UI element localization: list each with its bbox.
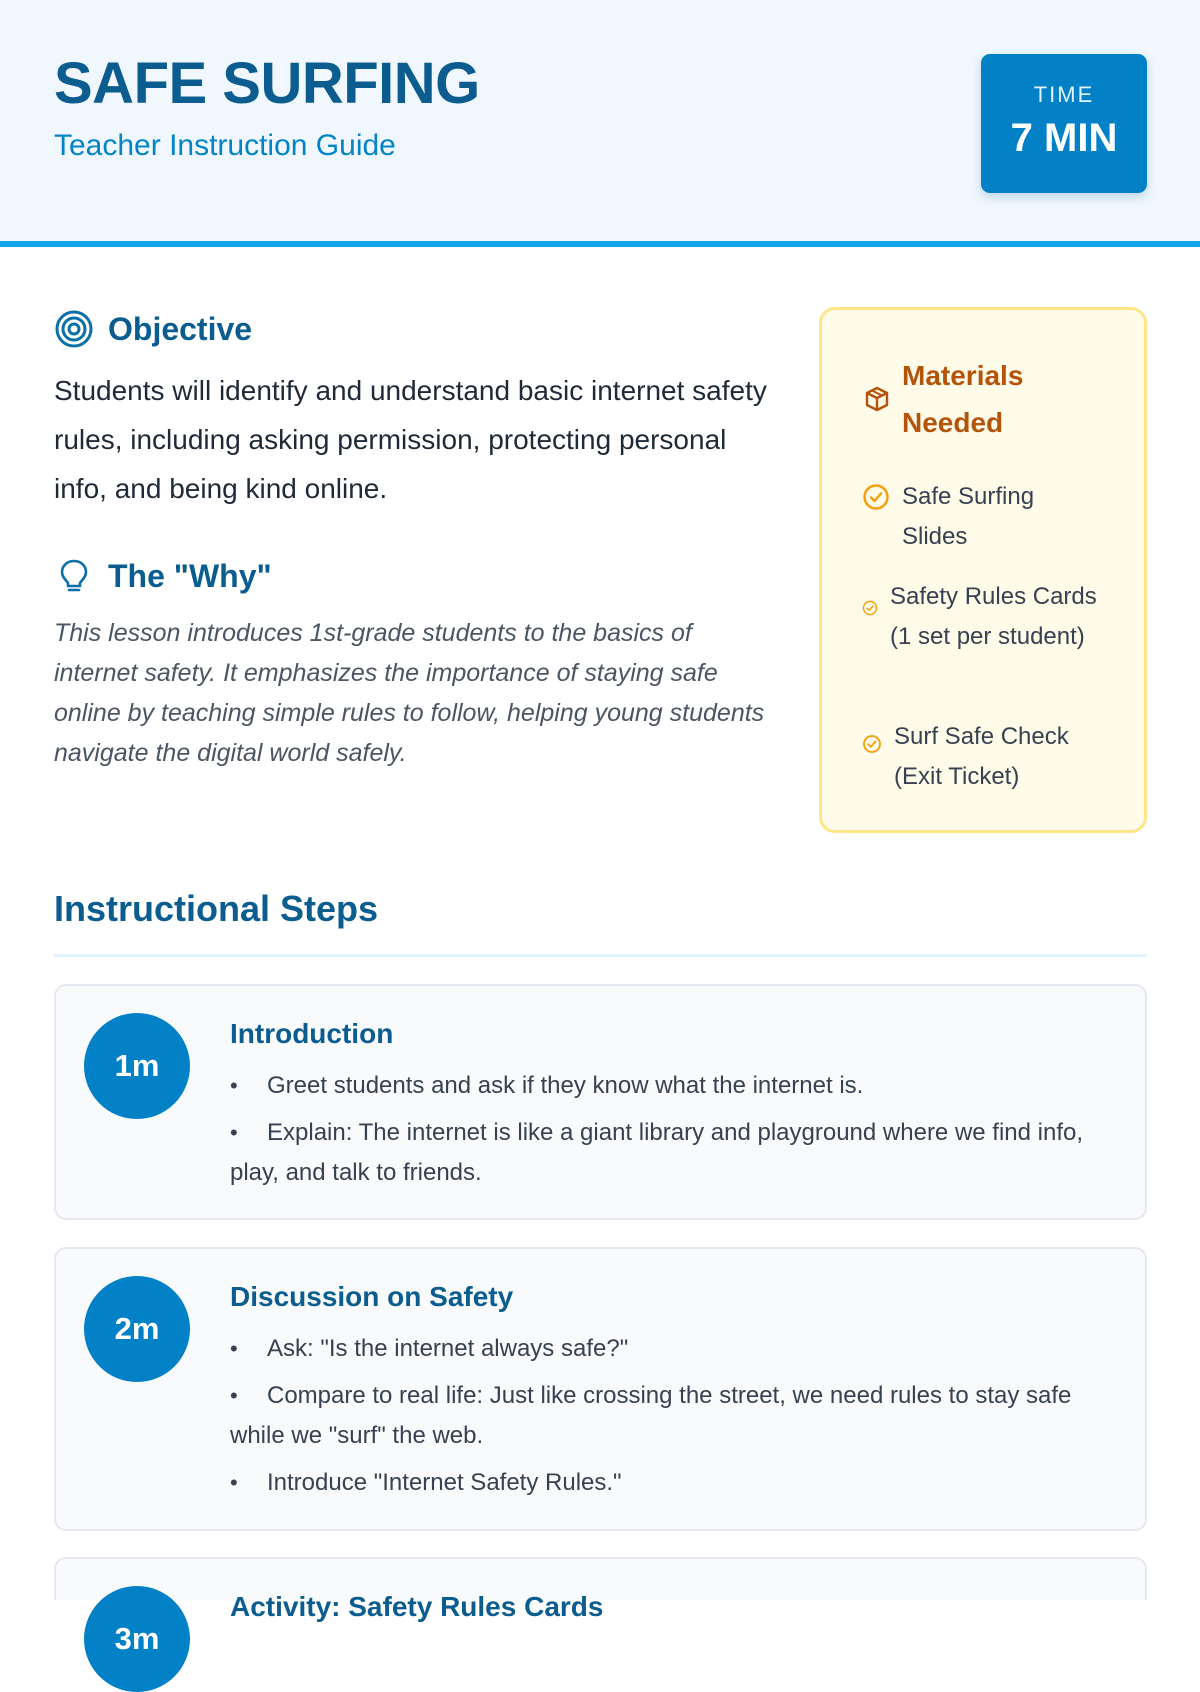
- time-value: 7 MIN: [1010, 116, 1118, 160]
- check-circle-icon: [862, 727, 882, 767]
- materials-item-label: Surf Safe Check (Exit Ticket): [894, 723, 1069, 790]
- why-heading: [54, 556, 272, 596]
- materials-item: [862, 717, 1102, 797]
- materials-item-label: Safety Rules Cards (1 set per student): [890, 583, 1097, 650]
- step-bullet-list: [230, 1329, 1120, 1510]
- materials-heading: [862, 352, 1062, 446]
- why-text: This lesson introduces 1st-grade students to the basics of internet safety. It emphasizes the importance of staying safe online by teaching simple rules to follow, helping young students navigate the digital world safely.: [54, 619, 765, 767]
- step-card: [54, 984, 1147, 1220]
- lightbulb-icon: [54, 556, 94, 596]
- step-bullet: • Explain: The internet is like a giant library and playground where we find info, play, and talk to friends.: [230, 1119, 1084, 1186]
- page-subtitle: Teacher Instruction Guide: [54, 129, 396, 162]
- step-bullet: • Introduce "Internet Safety Rules.": [230, 1469, 622, 1496]
- step-bullet: • Ask: "Is the internet always safe?": [230, 1335, 629, 1362]
- page-title: SAFE SURFING: [54, 51, 480, 116]
- step-card: [54, 1557, 1147, 1656]
- materials-item: [862, 577, 1102, 657]
- step-duration-badge: 2m: [84, 1276, 190, 1382]
- steps-heading: Instructional Steps: [54, 888, 379, 929]
- check-circle-icon: [862, 589, 878, 629]
- step-title: Discussion on Safety: [230, 1281, 514, 1312]
- objective-text: Students will identify and understand basic internet safety rules, including asking permission, protecting personal info, and being kind online.: [54, 375, 767, 504]
- steps-divider: [54, 954, 1147, 957]
- page-header: [0, 0, 1200, 247]
- why-heading-label: The "Why": [108, 557, 272, 594]
- step-bullet: • Greet students and ask if they know what the internet is.: [230, 1072, 864, 1099]
- materials-item: [862, 477, 1092, 557]
- time-badge: [981, 54, 1147, 193]
- step-duration-badge: 1m: [84, 1013, 190, 1119]
- objective-heading: [54, 309, 252, 349]
- materials-item-label: Safe Surfing Slides: [902, 483, 1035, 550]
- objective-heading-label: Objective: [108, 310, 253, 347]
- step-duration-badge: 3m: [84, 1586, 190, 1692]
- step-title: Introduction: [230, 1018, 394, 1049]
- step-card: [54, 1247, 1147, 1531]
- time-label: TIME: [1033, 82, 1095, 107]
- target-icon: [54, 309, 94, 349]
- materials-panel: [819, 307, 1147, 833]
- box-icon: [862, 384, 892, 414]
- step-title: Activity: Safety Rules Cards: [230, 1591, 604, 1622]
- step-bullet: • Compare to real life: Just like crossing the street, we need rules to stay safe while we "surf" the web.: [230, 1382, 1072, 1449]
- check-circle-icon: [862, 483, 890, 524]
- materials-heading-label: Materials Needed: [902, 360, 1024, 438]
- step-bullet-list: [230, 1066, 1120, 1200]
